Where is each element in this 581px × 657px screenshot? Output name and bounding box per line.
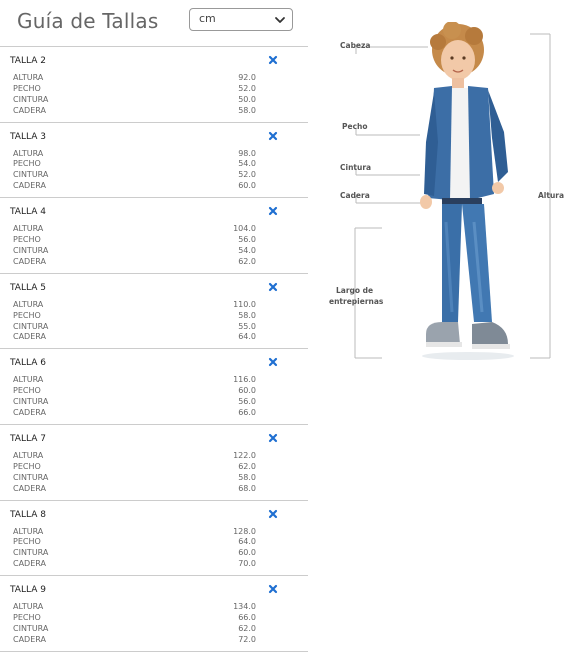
measurement-rows	[13, 224, 256, 268]
measurement-name: ALTURA	[13, 375, 44, 385]
measurement-row	[13, 246, 256, 257]
measurement-name: PECHO	[13, 461, 41, 471]
measurement-name: CINTURA	[13, 170, 49, 180]
close-icon[interactable]	[268, 433, 278, 443]
measurement-row	[13, 527, 256, 538]
page-title: Guía de Tallas	[17, 9, 159, 33]
measurement-name: CADERA	[13, 332, 46, 342]
measurement-row	[13, 84, 256, 95]
measurement-value: 50.0	[238, 94, 256, 104]
measurement-name: ALTURA	[13, 224, 44, 234]
unit-select-value: cm	[199, 12, 216, 25]
measurement-name: ALTURA	[13, 148, 44, 158]
measurement-row	[13, 224, 256, 235]
measurement-value: 70.0	[238, 559, 256, 569]
size-label: TALLA 6	[10, 358, 46, 369]
measurement-rows	[13, 451, 256, 495]
measurement-row	[13, 397, 256, 408]
measurement-row	[13, 257, 256, 268]
measurement-name: PECHO	[13, 83, 41, 93]
close-icon[interactable]	[268, 282, 278, 292]
measurement-value: 110.0	[233, 299, 256, 309]
measurement-row	[13, 149, 256, 160]
measurement-row	[13, 375, 256, 386]
size-label: TALLA 7	[10, 433, 46, 444]
measurement-rows	[13, 602, 256, 646]
measurement-name: CINTURA	[13, 94, 49, 104]
measurement-name: CADERA	[13, 181, 46, 191]
label-altura: Altura	[538, 191, 565, 200]
label-cadera: Cadera	[340, 191, 370, 200]
size-block	[0, 575, 308, 651]
measurement-row	[13, 311, 256, 322]
measurement-row	[13, 332, 256, 343]
measurement-name: CADERA	[13, 483, 46, 493]
measurement-name: CADERA	[13, 559, 46, 569]
measurement-value: 134.0	[233, 602, 256, 612]
measurement-value: 62.0	[238, 461, 256, 471]
measurement-row	[13, 548, 256, 559]
measurement-value: 60.0	[238, 386, 256, 396]
measurement-row	[13, 106, 256, 117]
measurement-value: 116.0	[233, 375, 256, 385]
close-icon[interactable]	[268, 584, 278, 594]
label-entrepierna-2: entrepiernas	[329, 297, 384, 306]
measurement-value: 128.0	[233, 526, 256, 536]
close-icon[interactable]	[268, 357, 278, 367]
measurement-name: PECHO	[13, 235, 41, 245]
measurement-value: 68.0	[238, 483, 256, 493]
measurement-value: 54.0	[238, 245, 256, 255]
size-label: TALLA 5	[10, 282, 46, 293]
label-pecho: Pecho	[342, 122, 368, 131]
child-model-image	[412, 22, 532, 370]
measurement-row	[13, 451, 256, 462]
measurement-name: CADERA	[13, 408, 46, 418]
measurement-row	[13, 181, 256, 192]
measurement-value: 55.0	[238, 321, 256, 331]
measurement-value: 56.0	[238, 235, 256, 245]
size-label: TALLA 9	[10, 585, 46, 596]
measurement-row	[13, 473, 256, 484]
close-icon[interactable]	[268, 206, 278, 216]
size-block	[0, 46, 308, 122]
chevron-down-icon	[274, 15, 286, 25]
measurement-value: 58.0	[238, 472, 256, 482]
size-label: TALLA 8	[10, 509, 46, 520]
measurement-name: PECHO	[13, 159, 41, 169]
measurement-name: PECHO	[13, 386, 41, 396]
measurement-value: 60.0	[238, 548, 256, 558]
label-cintura: Cintura	[340, 163, 372, 172]
measurement-row	[13, 170, 256, 181]
measurement-rows	[13, 527, 256, 571]
measurement-value: 122.0	[233, 450, 256, 460]
measurement-row	[13, 73, 256, 84]
measurement-value: 66.0	[238, 613, 256, 623]
measurement-name: ALTURA	[13, 526, 44, 536]
close-icon[interactable]	[268, 131, 278, 141]
measurement-name: ALTURA	[13, 73, 44, 82]
measurement-row	[13, 159, 256, 170]
measurement-value: 64.0	[238, 332, 256, 342]
measurement-name: CINTURA	[13, 623, 49, 633]
label-entrepierna-1: Largo de	[336, 286, 374, 295]
measurement-value: 52.0	[238, 83, 256, 93]
size-block	[0, 197, 308, 273]
list-divider	[0, 651, 308, 652]
measurement-name: CINTURA	[13, 397, 49, 407]
measurement-name: CADERA	[13, 256, 46, 266]
label-cabeza: Cabeza	[340, 41, 371, 50]
measurement-value: 60.0	[238, 181, 256, 191]
measurement-rows	[13, 300, 256, 344]
measurement-name: ALTURA	[13, 299, 44, 309]
measurement-value: 72.0	[238, 634, 256, 644]
size-label: TALLA 3	[10, 131, 46, 142]
measurement-name: PECHO	[13, 310, 41, 320]
measurement-row	[13, 624, 256, 635]
measurement-value: 104.0	[233, 224, 256, 234]
measurement-row	[13, 95, 256, 106]
size-block	[0, 122, 308, 198]
measurement-row	[13, 635, 256, 646]
measurement-row	[13, 462, 256, 473]
measurement-name: CADERA	[13, 105, 46, 115]
measurement-row	[13, 408, 256, 419]
measurement-name: CINTURA	[13, 245, 49, 255]
size-label: TALLA 4	[10, 207, 46, 218]
size-block	[0, 273, 308, 349]
measurement-rows	[13, 149, 256, 193]
measurement-row	[13, 300, 256, 311]
size-block	[0, 424, 308, 500]
measurement-value: 92.0	[238, 73, 256, 82]
measurement-name: CADERA	[13, 634, 46, 644]
size-block	[0, 500, 308, 576]
measurement-rows	[13, 73, 256, 117]
measurement-row	[13, 537, 256, 548]
unit-select[interactable]	[189, 8, 293, 31]
size-block	[0, 348, 308, 424]
measurement-row	[13, 613, 256, 624]
measurement-value: 54.0	[238, 159, 256, 169]
measurement-value: 56.0	[238, 397, 256, 407]
measurement-name: PECHO	[13, 537, 41, 547]
measurement-value: 66.0	[238, 408, 256, 418]
measurement-rows	[13, 375, 256, 419]
measurement-row	[13, 322, 256, 333]
measurement-diagram	[320, 18, 578, 378]
measurement-name: CINTURA	[13, 548, 49, 558]
measurement-name: ALTURA	[13, 602, 44, 612]
measurement-value: 58.0	[238, 310, 256, 320]
measurement-value: 52.0	[238, 170, 256, 180]
measurement-name: ALTURA	[13, 450, 44, 460]
measurement-row	[13, 602, 256, 613]
measurement-value: 62.0	[238, 256, 256, 266]
close-icon[interactable]	[268, 509, 278, 519]
measurement-name: CINTURA	[13, 321, 49, 331]
measurement-value: 58.0	[238, 105, 256, 115]
measurement-name: PECHO	[13, 613, 41, 623]
measurement-row	[13, 386, 256, 397]
measurement-value: 62.0	[238, 623, 256, 633]
measurement-row	[13, 235, 256, 246]
measurement-row	[13, 484, 256, 495]
size-list	[0, 46, 308, 652]
close-icon[interactable]	[268, 55, 278, 65]
measurement-name: CINTURA	[13, 472, 49, 482]
measurement-value: 98.0	[238, 148, 256, 158]
measurement-value: 64.0	[238, 537, 256, 547]
size-label: TALLA 2	[10, 56, 46, 66]
measurement-row	[13, 559, 256, 570]
